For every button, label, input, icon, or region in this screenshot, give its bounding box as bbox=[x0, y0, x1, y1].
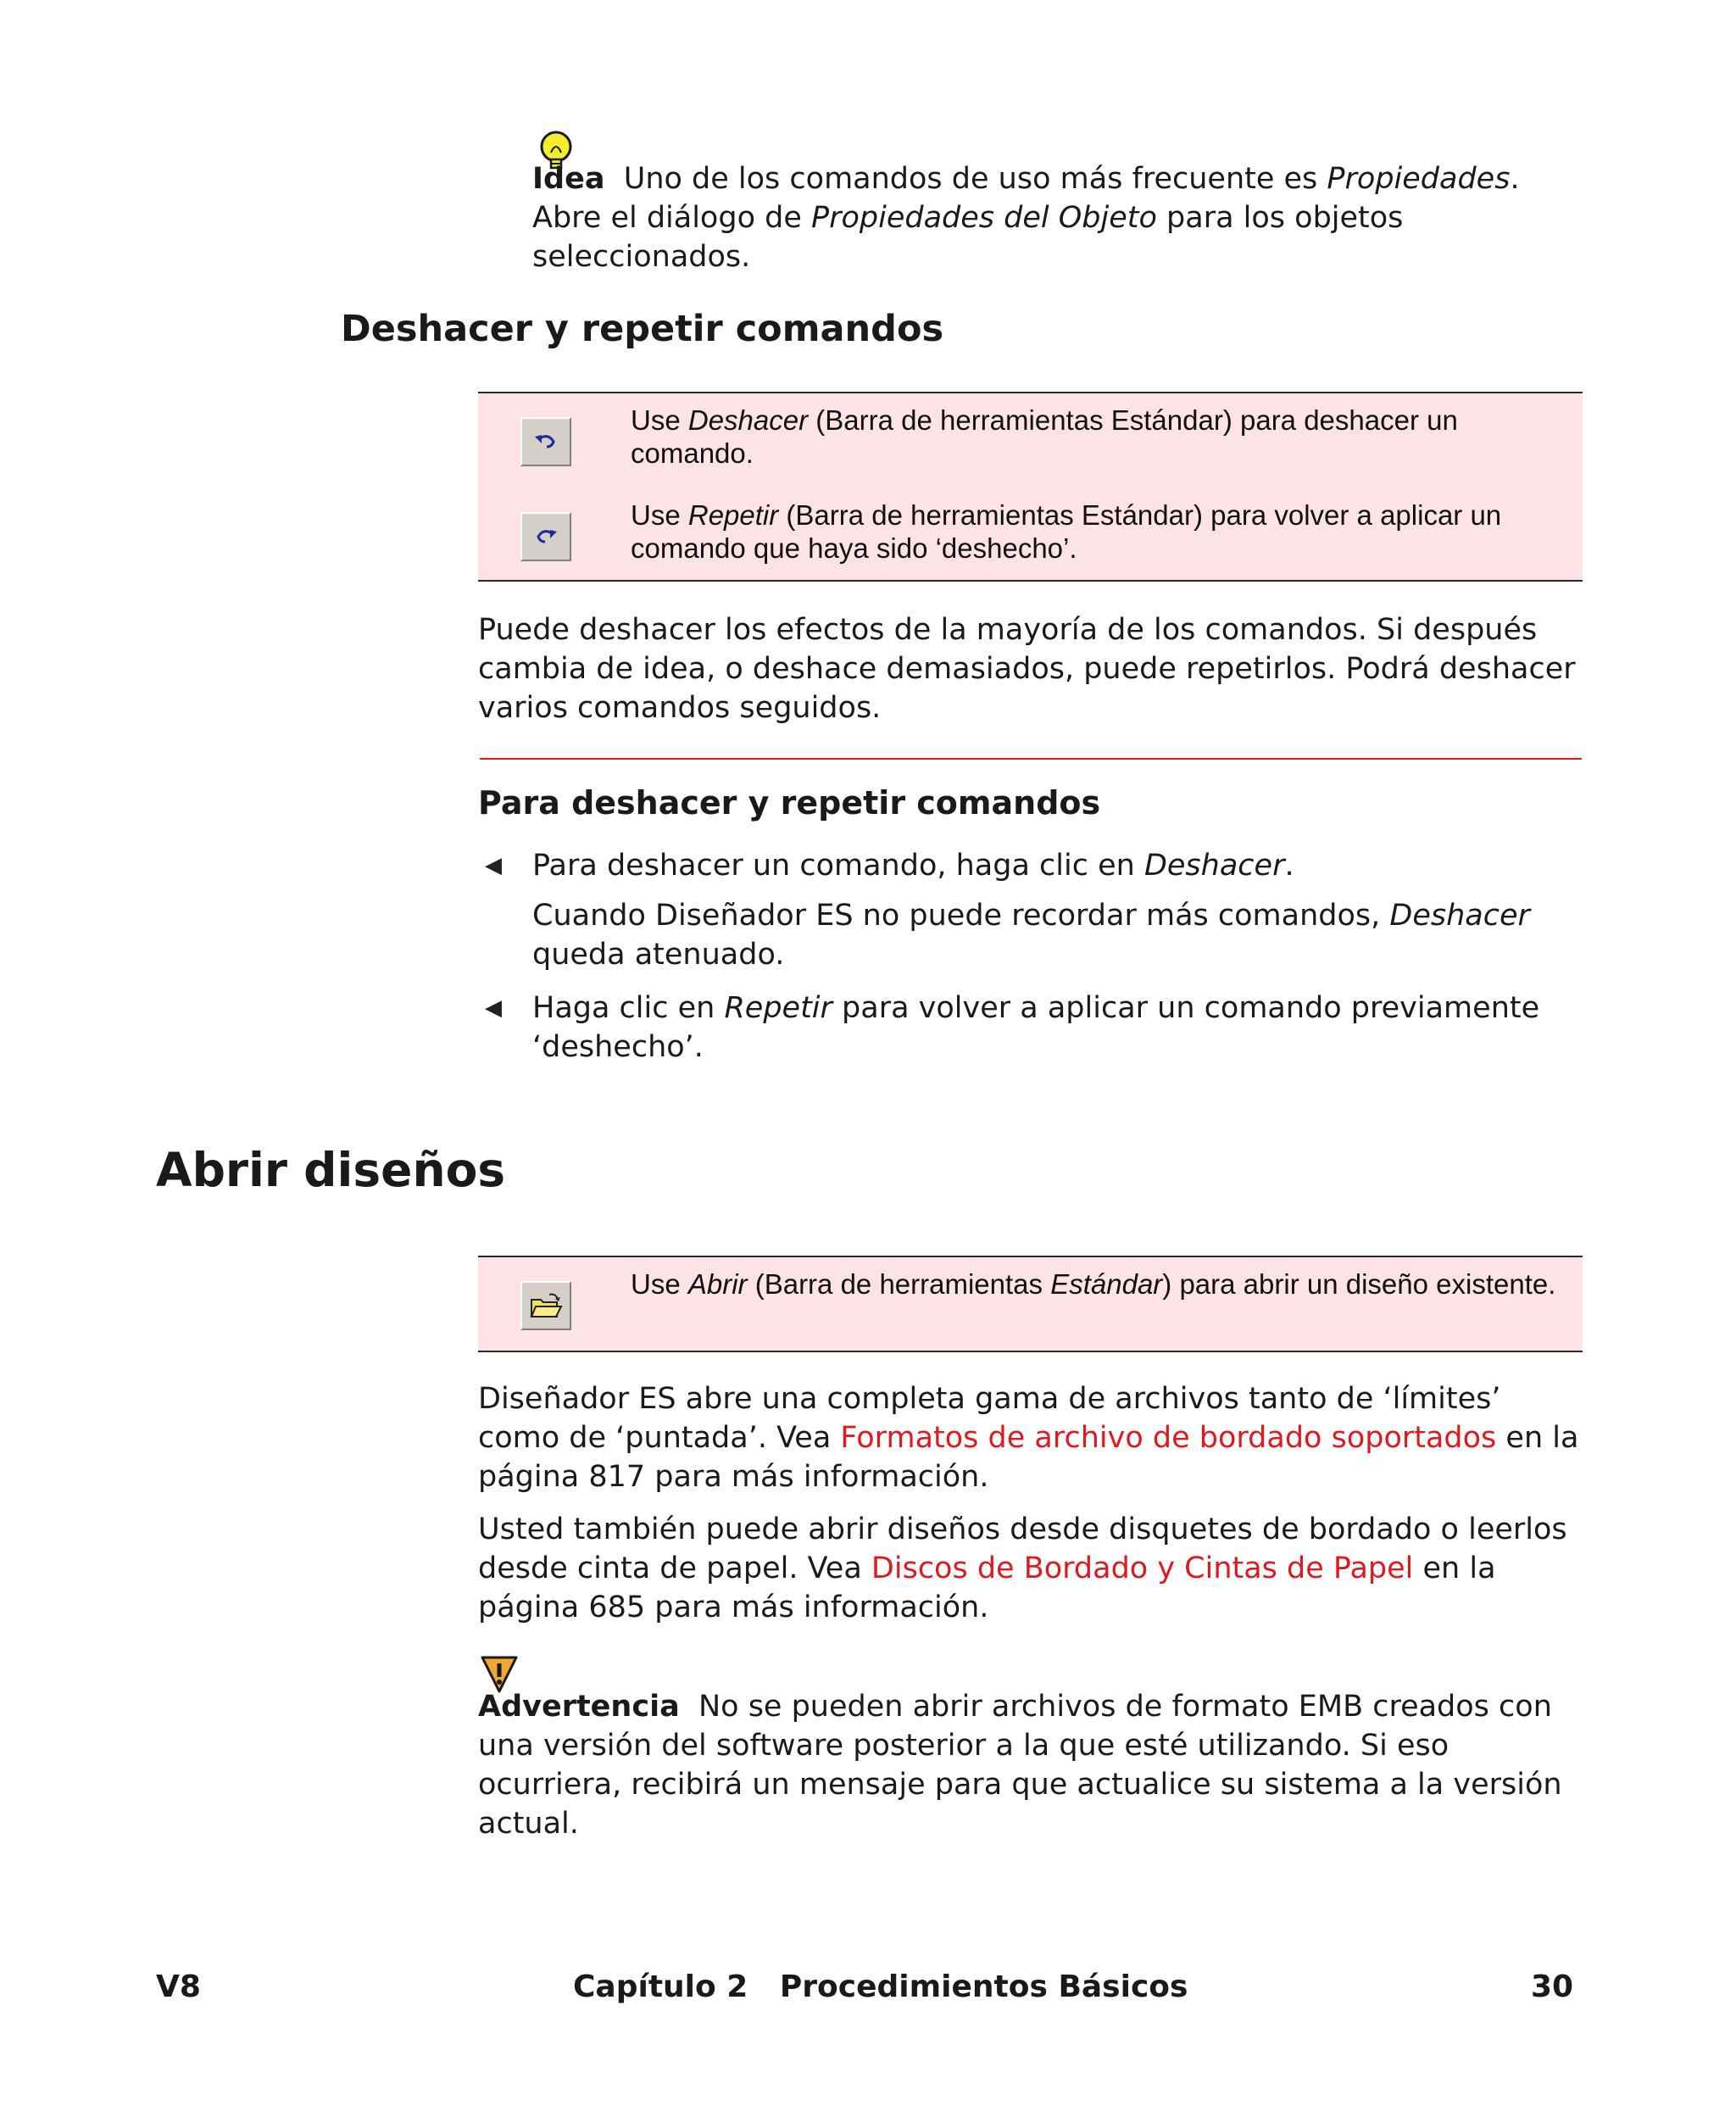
toolbar-info-table-undo bbox=[478, 392, 1583, 582]
paragraph-text: Diseñador ES abre una completa gama de archivos tanto de ‘límites’ como de ‘puntada’. Vea bbox=[478, 1382, 1501, 1455]
step-ital: Deshacer bbox=[1389, 899, 1530, 933]
footer-version: V8 bbox=[156, 1969, 201, 2004]
undo-icon bbox=[531, 432, 560, 452]
step-text: queda atenuado. bbox=[532, 938, 785, 972]
tool-text: ) para abrir un diseño existente. bbox=[1162, 1268, 1556, 1300]
step-ital: Repetir bbox=[724, 991, 832, 1025]
idea-text: para los objetos seleccionados. bbox=[532, 201, 1404, 274]
redo-button[interactable] bbox=[520, 512, 571, 561]
paragraph-open-formats bbox=[478, 1379, 1580, 1496]
idea-label: Idea bbox=[532, 162, 605, 196]
paragraph-undo: Puede deshacer los efectos de la mayoría de los comandos. Si después cambia de idea, o deshace demasiados, puede repetirlos. Podrá deshacer varios comandos seguidos. bbox=[478, 613, 1576, 725]
footer-page-number: 30 bbox=[1531, 1969, 1574, 2004]
paragraph-text: en la página 817 para más información. bbox=[478, 1421, 1579, 1494]
step-bullet-icon: ◀ bbox=[485, 995, 502, 1021]
warning-note bbox=[478, 1687, 1580, 1843]
step-text: . bbox=[1284, 849, 1294, 883]
tool-text: (Barra de herramientas Estándar) para deshacer un comando. bbox=[631, 404, 1458, 469]
paragraph-text: en la página 685 para más información. bbox=[478, 1552, 1496, 1624]
tool-description bbox=[631, 404, 1563, 470]
idea-ital: Propiedades bbox=[1327, 162, 1511, 196]
link-discs[interactable]: Discos de Bordado y Cintas de Papel bbox=[871, 1552, 1414, 1585]
step-text: Haga clic en bbox=[532, 991, 725, 1025]
link-formats[interactable]: Formatos de archivo de bordado soportados bbox=[840, 1421, 1497, 1455]
redo-icon bbox=[531, 526, 560, 547]
paragraph-text: Usted también puede abrir diseños desde disquetes de bordado o leerlos desde cinta de papel. Vea bbox=[478, 1513, 1567, 1585]
footer-chapter: Capítulo 2 Procedimientos Básicos bbox=[573, 1969, 1188, 2004]
step-text: para volver a aplicar un comando previamente ‘deshecho’. bbox=[532, 991, 1540, 1064]
procedure-heading: Para deshacer y repetir comandos bbox=[478, 784, 1101, 822]
toolbar-info-table-open bbox=[478, 1256, 1583, 1352]
procedure-step-1 bbox=[532, 846, 1583, 885]
tool-text: Use bbox=[631, 499, 688, 531]
idea-text: Uno de los comandos de uso más frecuente es bbox=[623, 162, 1327, 196]
undo-button[interactable] bbox=[520, 417, 571, 466]
tool-text: Use bbox=[631, 1268, 688, 1300]
tool-description bbox=[631, 499, 1563, 565]
tool-name: Deshacer bbox=[687, 404, 809, 436]
procedure-divider bbox=[480, 758, 1582, 760]
tool-text: (Barra de herramientas bbox=[747, 1268, 1051, 1300]
section-heading-open: Abrir diseños bbox=[156, 1143, 506, 1197]
open-button[interactable] bbox=[520, 1281, 571, 1330]
procedure-step-2 bbox=[532, 989, 1583, 1067]
open-folder-icon bbox=[529, 1291, 563, 1320]
step-bullet-icon: ◀ bbox=[485, 853, 502, 878]
tool-name: Abrir bbox=[687, 1268, 748, 1300]
warning-text: No se pueden abrir archivos de formato EMB creados con una versión del software posterior a la que esté utilizando. Si eso ocurriera, recibirá un mensaje para que actualice su sistema a la versión actual. bbox=[478, 1690, 1562, 1841]
step-ital: Deshacer bbox=[1143, 849, 1285, 883]
tool-description bbox=[631, 1267, 1563, 1301]
idea-ital: Propiedades del Objeto bbox=[810, 201, 1157, 235]
step-text: Para deshacer un comando, haga clic en bbox=[532, 849, 1144, 883]
step-text: Cuando Diseñador ES no puede recordar más comandos, bbox=[532, 899, 1390, 933]
tool-name: Estándar bbox=[1050, 1268, 1163, 1300]
idea-text: . Abre el diálogo de bbox=[532, 162, 1520, 235]
tool-text: Use bbox=[631, 404, 688, 436]
section-heading-undo: Deshacer y repetir comandos bbox=[341, 308, 944, 350]
procedure-step-1-note bbox=[532, 896, 1583, 974]
idea-note bbox=[532, 159, 1583, 276]
tool-text: (Barra de herramientas Estándar) para volver a aplicar un comando que haya sido ‘deshecho’. bbox=[631, 499, 1502, 564]
warning-label: Advertencia bbox=[478, 1690, 680, 1724]
paragraph-open-discs bbox=[478, 1510, 1580, 1627]
tool-name: Repetir bbox=[687, 499, 779, 531]
